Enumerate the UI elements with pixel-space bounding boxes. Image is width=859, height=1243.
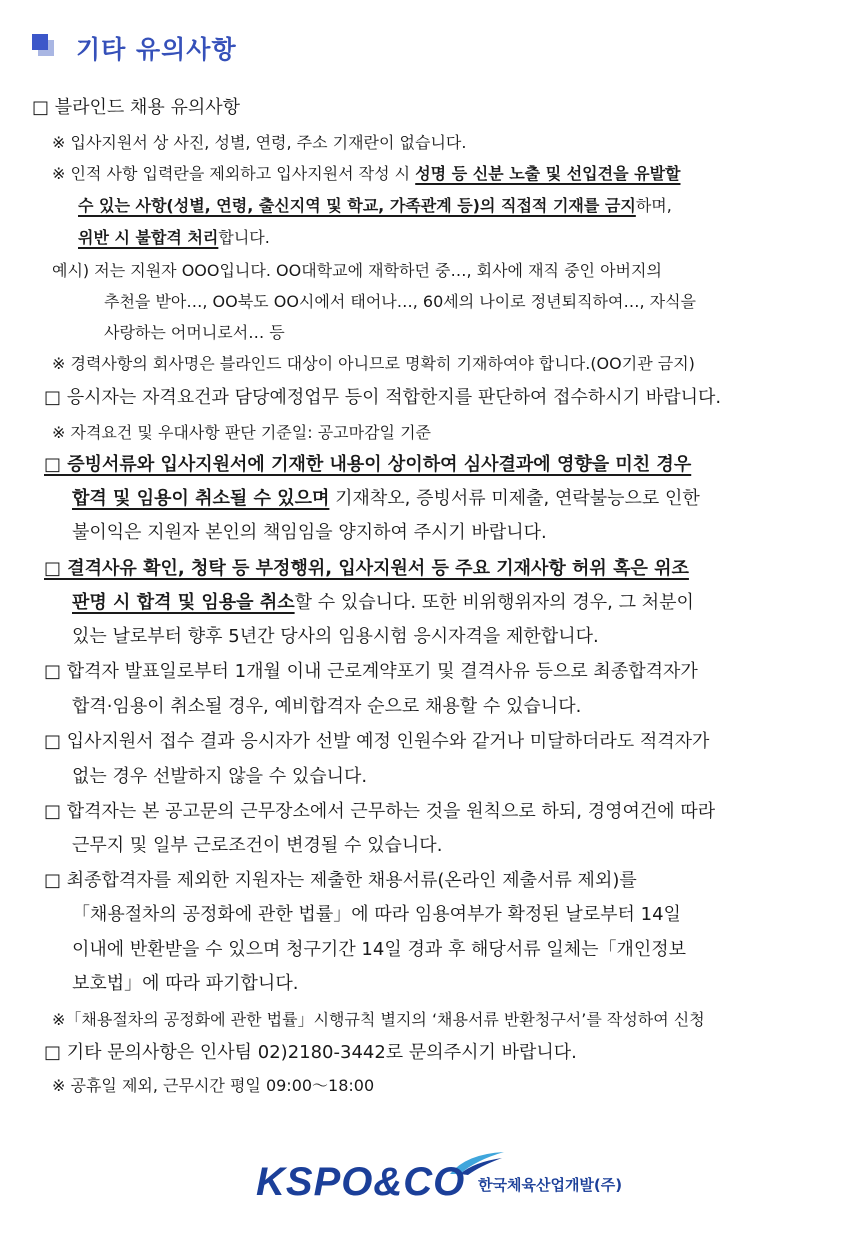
item-return-b: 「채용절차의 공정화에 관한 법률」에 따라 임용여부가 확정된 날로부터 14일 bbox=[72, 904, 681, 925]
item-contact: □ 기타 문의사항은 인사팀 02)2180-3442로 문의주시기 바랍니다. bbox=[44, 1042, 577, 1063]
item-return-note: ※「채용절차의 공정화에 관한 법률」시행규칙 별지의 ‘채용서류 반환청구서’를 작성하여 신청 bbox=[52, 1010, 705, 1029]
blind-heading: □ 블라인드 채용 유의사항 bbox=[32, 97, 241, 118]
square-bullet-icon bbox=[32, 34, 54, 56]
blind-example-2: 추천을 받아…, OO북도 OO시에서 태어나…, 60세의 나이로 정년퇴직하여…, 자식을 bbox=[104, 292, 696, 311]
item-return-c: 이내에 반환받을 수 있으며 청구기간 14일 경과 후 해당서류 일체는「개인정보 bbox=[72, 939, 687, 960]
logo-mark: KSPO&CO bbox=[256, 1160, 466, 1204]
page-title: 기타 유의사항 bbox=[76, 35, 237, 64]
logo-corp-name: 한국체육산업개발(주) bbox=[478, 1176, 623, 1194]
blind-note-2c: 위반 시 불합격 처리합니다. bbox=[78, 228, 270, 247]
item-workplace-b: 근무지 및 일부 근로조건이 변경될 수 있습니다. bbox=[72, 835, 443, 856]
blind-example-3: 사랑하는 어머니로서… 등 bbox=[104, 323, 285, 342]
item-disq-a: □ 결격사유 확인, 청탁 등 부정행위, 입사지원서 등 주요 기재사항 허위 혹은 위조 bbox=[44, 558, 689, 579]
item-reserve-a: □ 합격자 발표일로부터 1개월 이내 근로계약포기 및 결격사유 등으로 최종합격자가 bbox=[44, 661, 698, 682]
item-contact-note: ※ 공휴일 제외, 근무시간 평일 09:00～18:00 bbox=[52, 1076, 375, 1095]
item-return-a: □ 최종합격자를 제외한 지원자는 제출한 채용서류(온라인 제출서류 제외)를 bbox=[44, 870, 637, 891]
item-reserve-b: 합격·임용이 취소될 경우, 예비합격자 순으로 채용할 수 있습니다. bbox=[72, 696, 582, 717]
item-proof-a: □ 증빙서류와 입사지원서에 기재한 내용이 상이하여 심사결과에 영향을 미친 경우 bbox=[44, 454, 692, 475]
item-workplace-a: □ 합격자는 본 공고문의 근무장소에서 근무하는 것을 원칙으로 하되, 경영여건에 따라 bbox=[44, 801, 716, 822]
item-noselect-b: 없는 경우 선발하지 않을 수 있습니다. bbox=[72, 766, 368, 787]
item-noselect-a: □ 입사지원서 접수 결과 응시자가 선발 예정 인원수와 같거나 미달하더라도 적격자가 bbox=[44, 731, 710, 752]
item-proof-c: 불이익은 지원자 본인의 책임임을 양지하여 주시기 바랍니다. bbox=[72, 522, 547, 543]
blind-note-2b: 수 있는 사항(성별, 연령, 출신지역 및 학교, 가족관계 등)의 직접적 기재를 금지하며, bbox=[78, 196, 672, 215]
company-logo bbox=[256, 1150, 636, 1210]
section-header bbox=[32, 30, 432, 66]
item-qualify: □ 응시자는 자격요건과 담당예정업무 등이 적합한지를 판단하여 접수하시기 바랍니다. bbox=[44, 387, 722, 408]
blind-note-1: ※ 입사지원서 상 사진, 성별, 연령, 주소 기재란이 없습니다. bbox=[52, 133, 467, 152]
item-proof-b: 합격 및 임용이 취소될 수 있으며 기재착오, 증빙서류 미제출, 연락불능으로 인한 bbox=[72, 488, 700, 509]
blind-note-2a: ※ 인적 사항 입력란을 제외하고 입사지원서 작성 시 성명 등 신분 노출 및 선입견을 유발할 bbox=[52, 164, 681, 183]
blind-example-1: 예시) 저는 지원자 OOO입니다. OO대학교에 재학하던 중…, 회사에 재직 중인 아버지의 bbox=[52, 261, 662, 280]
item-disq-b: 판명 시 합격 및 임용을 취소할 수 있습니다. 또한 비위행위자의 경우, 그 처분이 bbox=[72, 592, 694, 613]
blind-note-3: ※ 경력사항의 회사명은 블라인드 대상이 아니므로 명확히 기재하여야 합니다.(OO기관 금지) bbox=[52, 354, 695, 373]
item-return-d: 보호법」에 따라 파기합니다. bbox=[72, 973, 299, 994]
item-disq-c: 있는 날로부터 향후 5년간 당사의 임용시험 응시자격을 제한합니다. bbox=[72, 626, 599, 647]
item-qualify-note: ※ 자격요건 및 우대사항 판단 기준일: 공고마감일 기준 bbox=[52, 423, 431, 442]
